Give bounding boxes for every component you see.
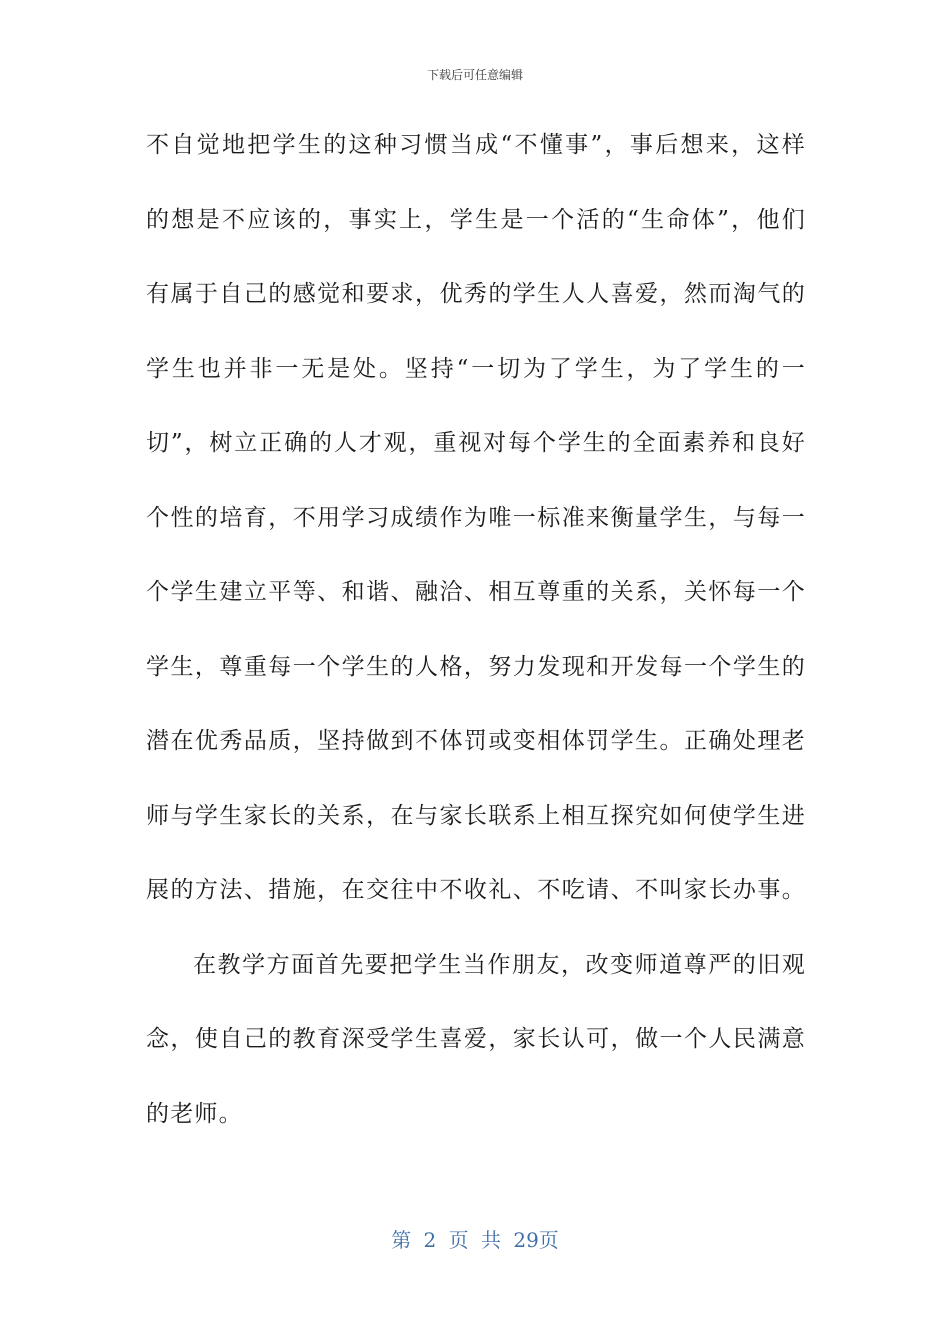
- page-header: 下载后可任意编辑: [426, 68, 523, 82]
- text-line: 的老师。: [146, 1100, 243, 1127]
- text-line: 展的方法、措施，在交往中不收礼、不吃请、不叫家长办事。: [146, 877, 806, 903]
- text-line: 在教学方面首先要把学生当作朋友，改变师道尊严的旧观: [193, 951, 806, 978]
- text-line: 个性的培育，不用学习成绩作为唯一标准来衡量学生，与每一: [146, 504, 806, 531]
- document-body: [146, 124, 806, 1167]
- text-line: 念，使自己的教育深受学生喜爱，家长认可，做一个人民满意: [146, 1026, 806, 1052]
- text-line: 师与学生家长的关系，在与家长联系上相互探究如何使学生进: [146, 802, 806, 829]
- page-number-footer: 第 2 页 共 29页: [391, 1228, 559, 1252]
- text-line: 有属于自己的感觉和要求，优秀的学生人人喜爱，然而淘气的: [146, 281, 806, 307]
- text-line: 切”，树立正确的人才观，重视对每个学生的全面素养和良好: [146, 430, 806, 456]
- text-line: 学生也并非一无是处。坚持“一切为了学生，为了学生的一: [146, 355, 806, 382]
- text-line: 学生，尊重每一个学生的人格，努力发现和开发每一个学生的: [146, 653, 806, 680]
- text-line: 个学生建立平等、和谐、融洽、相互尊重的关系，关怀每一个: [146, 579, 806, 605]
- text-line: 不自觉地把学生的这种习惯当成“不懂事”，事后想来，这样: [146, 132, 806, 158]
- text-line: 的想是不应该的，事实上，学生是一个活的“生命体”，他们: [146, 206, 806, 233]
- paragraph-1: [146, 124, 806, 944]
- paragraph-2: [146, 944, 806, 1168]
- text-line: 潜在优秀品质，坚持做到不体罚或变相体罚学生。正确处理老: [146, 728, 806, 754]
